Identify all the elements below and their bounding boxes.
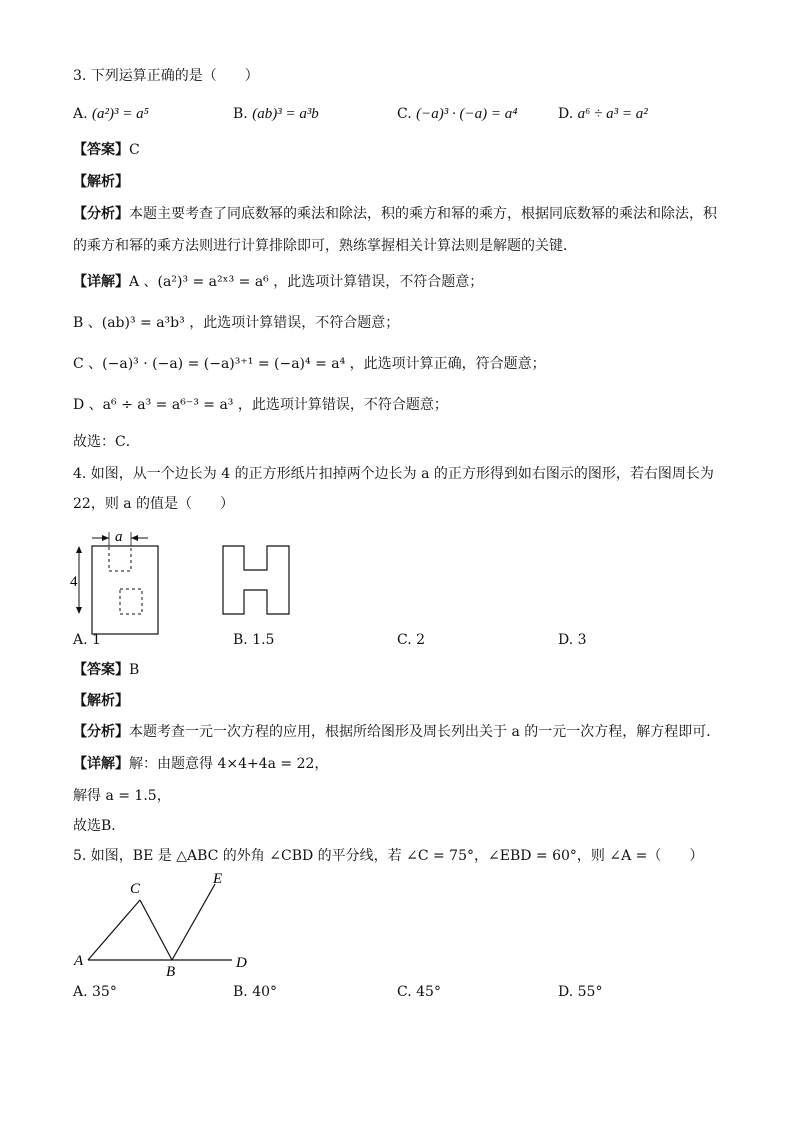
option-label: C. bbox=[397, 106, 412, 122]
q5-stem: 5. 如图，BE 是 △ABC 的外角 ∠CBD 的平分线，若 ∠C = 75°，∠EBD = 60°，则 ∠A =（ ） bbox=[73, 848, 704, 864]
q3-option-c bbox=[397, 104, 517, 124]
answer-tag: 【答案】 bbox=[73, 142, 129, 158]
q5-option-a bbox=[73, 982, 117, 1002]
option-expression: (−a)³ · (−a) = a⁴ bbox=[416, 106, 518, 122]
analysis-tag: 【解析】 bbox=[73, 174, 129, 190]
side-label: 4 bbox=[70, 574, 78, 590]
option-value: 40° bbox=[252, 984, 278, 1000]
option-expression: a⁶ ÷ a³ = a² bbox=[577, 106, 648, 122]
q4-right-figure bbox=[222, 545, 302, 625]
q3-analysis-heading bbox=[73, 172, 129, 192]
side-arrow-up bbox=[76, 546, 82, 553]
answer-value: C bbox=[129, 142, 140, 158]
q3-answer bbox=[73, 140, 140, 160]
q3-fenxi-line-2: 的乘方和幂的乘方法则进行计算排除即可，熟练掌握相关计算法则是解题的关键． bbox=[73, 238, 577, 254]
top-arrowhead-right bbox=[131, 535, 138, 541]
q4-detail-1 bbox=[73, 754, 328, 774]
answer-value: B bbox=[129, 662, 140, 678]
option-label: C. bbox=[397, 984, 412, 1000]
detail-text: A 、(a²)³ = a²ˣ³ = a⁶ ，此选项计算错误，不符合题意； bbox=[129, 274, 484, 290]
fenxi-text: 本题主要考查了同底数幂的乘法和除法，积的乘方和幂的乘方，根据同底数幂的乘法和除法，积 bbox=[129, 206, 717, 222]
q3-option-a bbox=[73, 104, 149, 124]
q3-detail-b: B 、(ab)³ = a³b³ ，此选项计算错误，不符合题意； bbox=[73, 315, 400, 331]
option-label: D. bbox=[558, 106, 574, 122]
option-expression: (ab)³ = a³b bbox=[252, 106, 319, 122]
q3-choose: 故选：C． bbox=[73, 434, 140, 450]
q4-option-a bbox=[73, 630, 101, 650]
fenxi-tag: 【分析】 bbox=[73, 724, 129, 740]
option-value: 1.5 bbox=[252, 632, 275, 648]
label-a: A bbox=[74, 953, 84, 969]
q5-option-d bbox=[558, 982, 602, 1002]
q3-detail-d: D 、a⁶ ÷ a³ = a⁶⁻³ = a³ ，此选项计算错误，不符合题意； bbox=[73, 397, 448, 413]
fenxi-tag: 【分析】 bbox=[73, 206, 129, 222]
option-value: 45° bbox=[416, 984, 441, 1000]
q4-option-b bbox=[233, 630, 274, 650]
top-label: a bbox=[115, 529, 123, 545]
option-label: B. bbox=[233, 984, 248, 1000]
option-value: 55° bbox=[577, 984, 603, 1000]
q3-detail-a bbox=[73, 272, 483, 292]
segment-ac bbox=[88, 900, 140, 960]
q4-analysis-heading bbox=[73, 691, 129, 711]
label-b: B bbox=[166, 964, 176, 980]
q3-option-b bbox=[233, 104, 319, 124]
detail-text: 解：由题意得 4×4+4a = 22， bbox=[129, 756, 329, 772]
big-square bbox=[92, 546, 158, 634]
q4-fenxi bbox=[73, 722, 720, 742]
cutout-bottom bbox=[120, 589, 142, 614]
option-value: 3 bbox=[577, 632, 587, 648]
option-value: 35° bbox=[92, 984, 117, 1000]
option-label: A. bbox=[73, 984, 88, 1000]
option-label: D. bbox=[558, 632, 574, 648]
option-label: C. bbox=[397, 632, 412, 648]
q5-option-b bbox=[233, 982, 277, 1002]
side-arrow-down bbox=[76, 607, 82, 614]
option-label: A. bbox=[73, 632, 88, 648]
option-label: B. bbox=[233, 632, 248, 648]
ray-be bbox=[172, 884, 215, 960]
q4-choose: 故选B． bbox=[73, 818, 126, 834]
q4-stem-line-1: 4. 如图，从一个边长为 4 的正方形纸片扣掉两个边长为 a 的正方形得到如右图示的图形，若右图周长为 bbox=[73, 466, 714, 482]
fenxi-text: 本题考查一元一次方程的应用，根据所给图形及周长列出关于 a 的一元一次方程，解方程即可． bbox=[129, 724, 721, 740]
label-c: C bbox=[130, 881, 141, 897]
option-expression: (a²)³ = a⁵ bbox=[92, 106, 149, 122]
q3-detail-c: C 、(−a)³ · (−a) = (−a)³⁺¹ = (−a)⁴ = a⁴ ，此选项计算正确，符合题意； bbox=[73, 356, 546, 372]
option-label: A. bbox=[73, 106, 88, 122]
answer-tag: 【答案】 bbox=[73, 662, 129, 678]
q5-figure bbox=[70, 872, 270, 982]
q4-answer bbox=[73, 660, 139, 680]
q4-option-c bbox=[397, 630, 425, 650]
h-shape bbox=[223, 546, 289, 614]
q4-stem-line-2: 22，则 a 的值是（ ） bbox=[73, 496, 235, 512]
xiangjie-tag: 【详解】 bbox=[73, 274, 129, 290]
q3-fenxi-line-1 bbox=[73, 204, 717, 224]
q3-stem: 3. 下列运算正确的是（ ） bbox=[73, 68, 259, 84]
segment-cb bbox=[140, 900, 172, 960]
label-e: E bbox=[213, 871, 223, 887]
label-d: D bbox=[236, 955, 247, 971]
option-label: D. bbox=[558, 984, 574, 1000]
q3-option-d bbox=[558, 104, 648, 124]
analysis-tag: 【解析】 bbox=[73, 693, 129, 709]
q5-option-c bbox=[397, 982, 441, 1002]
option-value: 2 bbox=[416, 632, 426, 648]
top-arrowhead-left bbox=[102, 535, 109, 541]
xiangjie-tag: 【详解】 bbox=[73, 756, 129, 772]
option-label: B. bbox=[233, 106, 248, 122]
option-value: 1 bbox=[92, 632, 101, 648]
cutout-top bbox=[109, 546, 131, 571]
q4-option-d bbox=[558, 630, 587, 650]
q4-detail-2: 解得 a = 1.5， bbox=[73, 788, 171, 804]
